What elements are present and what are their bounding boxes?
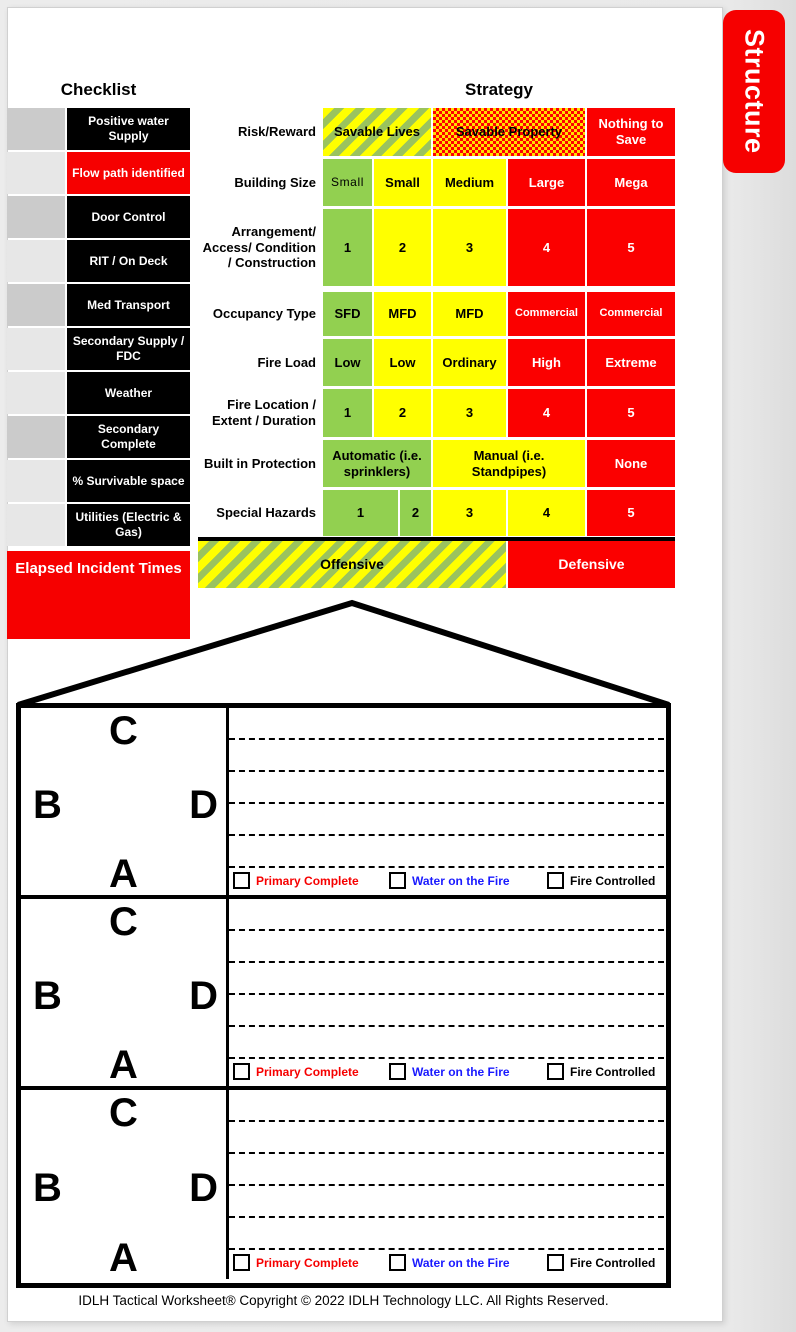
strategy-cell-automatic[interactable]: Automatic (i.e. sprinklers) [323, 440, 431, 487]
side-c-label: C [109, 709, 138, 753]
strategy-row-label: Building Size [234, 174, 316, 190]
water-on-fire-checkbox[interactable] [389, 872, 406, 889]
primary-complete-label: Primary Complete [256, 1255, 359, 1270]
side-a-label: A [109, 1236, 138, 1280]
checklist-item-label[interactable]: Secondary Complete [67, 416, 190, 458]
strategy-cell[interactable]: SFD [323, 292, 372, 336]
strategy-cell[interactable]: Commercial [508, 292, 585, 336]
strategy-cell[interactable]: Low [323, 339, 372, 386]
offensive-bar[interactable]: Offensive [198, 541, 506, 588]
strategy-row-occupancy-type [198, 292, 675, 336]
strategy-cell[interactable]: 1 [323, 490, 398, 536]
notes-area[interactable] [229, 899, 666, 1086]
strategy-cell[interactable]: Extreme [587, 339, 675, 386]
strategy-cell[interactable]: Commercial [587, 292, 675, 336]
floor-section-3 [21, 1090, 666, 1279]
side-b-label: B [33, 974, 62, 1019]
fire-controlled-label: Fire Controlled [570, 873, 656, 888]
checklist-row [7, 108, 190, 150]
strategy-row-fire-location [198, 389, 675, 437]
floor-plan-area[interactable] [21, 899, 229, 1086]
checklist-row [7, 372, 190, 414]
primary-complete-checkbox[interactable] [233, 1254, 250, 1271]
checklist-check-box[interactable] [7, 108, 65, 150]
note-line [229, 836, 664, 868]
note-line [229, 1154, 664, 1186]
side-d-label: D [189, 1166, 218, 1211]
water-on-fire-label: Water on the Fire [412, 1255, 510, 1270]
checklist-item-label[interactable]: Secondary Supply / FDC [67, 328, 190, 370]
strategy-row-label: Built in Protection [204, 455, 316, 471]
checklist-item-label[interactable]: Med Transport [67, 284, 190, 326]
side-c-label: C [109, 1091, 138, 1135]
checklist-check-box[interactable] [7, 416, 65, 458]
checklist-row [7, 284, 190, 326]
checklist-row [7, 152, 190, 194]
water-on-fire-label: Water on the Fire [412, 1064, 510, 1079]
note-line [229, 899, 664, 931]
checklist-item-label[interactable]: Door Control [67, 196, 190, 238]
checklist-check-box[interactable] [7, 284, 65, 326]
strategy-row-label: Arrangement/ Access/ Condition / Construction [202, 224, 316, 271]
strategy-row-building-size [198, 159, 675, 206]
checklist [7, 108, 190, 548]
primary-complete-label: Primary Complete [256, 1064, 359, 1079]
fire-controlled-checkbox[interactable] [547, 1063, 564, 1080]
side-b-label: B [33, 1166, 62, 1211]
water-on-fire-checkbox[interactable] [389, 1254, 406, 1271]
side-d-label: D [189, 974, 218, 1019]
status-checkbox-row [229, 1059, 666, 1086]
side-a-label: A [109, 852, 138, 896]
checklist-row [7, 460, 190, 502]
strategy-cell[interactable]: 2 [400, 490, 431, 536]
status-checkbox-row [229, 868, 666, 895]
checklist-item-label[interactable]: % Survivable space [67, 460, 190, 502]
note-line [229, 708, 664, 740]
checklist-check-box[interactable] [7, 328, 65, 370]
checklist-row [7, 504, 190, 546]
checklist-check-box[interactable] [7, 460, 65, 502]
primary-complete-checkbox[interactable] [233, 1063, 250, 1080]
note-line [229, 772, 664, 804]
note-line [229, 1218, 664, 1250]
side-a-label: A [109, 1043, 138, 1087]
checklist-check-box[interactable] [7, 240, 65, 282]
fire-controlled-checkbox[interactable] [547, 1254, 564, 1271]
primary-complete-checkbox[interactable] [233, 872, 250, 889]
fire-controlled-label: Fire Controlled [570, 1255, 656, 1270]
strategy-cell[interactable]: 3 [433, 490, 506, 536]
note-line [229, 1027, 664, 1059]
primary-complete-label: Primary Complete [256, 873, 359, 888]
strategy-cell-savable-lives[interactable]: Savable Lives [323, 108, 431, 156]
strategy-cell[interactable]: 1 [323, 389, 372, 437]
strategy-cell[interactable]: 2 [374, 209, 431, 286]
note-line [229, 804, 664, 836]
strategy-cell[interactable]: MFD [433, 292, 506, 336]
strategy-matrix [198, 108, 675, 588]
copyright-footer: IDLH Tactical Worksheet® Copyright © 2022 IDLH Technology LLC. All Rights Reserved. [78, 1293, 609, 1308]
checklist-item-label[interactable]: Flow path identified [67, 152, 190, 194]
elapsed-incident-times-panel[interactable]: Elapsed Incident Times [7, 551, 190, 639]
building-diagram [16, 703, 671, 1288]
strategy-cell[interactable]: 2 [374, 389, 431, 437]
strategy-cell[interactable]: 4 [508, 209, 585, 286]
floor-section-1 [21, 708, 666, 899]
strategy-row-fire-load [198, 339, 675, 386]
strategy-cell[interactable]: 3 [433, 209, 506, 286]
strategy-cell[interactable]: 5 [587, 209, 675, 286]
strategy-title: Strategy [464, 80, 534, 99]
strategy-row-special-hazards [198, 490, 675, 536]
checklist-title: Checklist [60, 80, 137, 99]
note-line [229, 740, 664, 772]
side-c-label: C [109, 900, 138, 944]
strategy-row-label: Fire Location / Extent / Duration [211, 397, 316, 428]
strategy-cell[interactable]: 4 [508, 490, 585, 536]
checklist-check-box[interactable] [7, 152, 65, 194]
strategy-cell[interactable]: Mega [587, 159, 675, 206]
tab-structure[interactable]: Structure [723, 10, 785, 173]
note-line [229, 931, 664, 963]
checklist-item-label[interactable]: RIT / On Deck [67, 240, 190, 282]
strategy-cell[interactable]: MFD [374, 292, 431, 336]
checklist-check-box[interactable] [7, 504, 65, 546]
strategy-cell-savable-property[interactable]: Savable Property [433, 108, 585, 156]
checklist-row [7, 328, 190, 370]
checklist-row [7, 416, 190, 458]
strategy-mode-bar [198, 541, 675, 588]
strategy-row-label: Risk/Reward [237, 124, 316, 140]
strategy-row-label: Fire Load [257, 354, 316, 370]
notes-area[interactable] [229, 1090, 666, 1279]
floor-plan-area[interactable] [21, 1090, 229, 1279]
checklist-row [7, 196, 190, 238]
water-on-fire-checkbox[interactable] [389, 1063, 406, 1080]
strategy-cell-nothing-to-save[interactable]: Nothing to Save [587, 108, 675, 156]
strategy-cell-none[interactable]: None [587, 440, 675, 487]
strategy-cell[interactable]: Low [374, 339, 431, 386]
strategy-cell[interactable]: Small [323, 159, 372, 206]
strategy-row-risk-reward [198, 108, 675, 156]
strategy-cell[interactable]: Small [374, 159, 431, 206]
floor-section-2 [21, 899, 666, 1090]
strategy-cell[interactable]: 5 [587, 490, 675, 536]
strategy-cell[interactable]: High [508, 339, 585, 386]
strategy-cell-manual[interactable]: Manual (i.e. Standpipes) [433, 440, 585, 487]
defensive-bar[interactable]: Defensive [508, 541, 675, 588]
roof-outline [0, 595, 718, 710]
note-line [229, 1186, 664, 1218]
water-on-fire-label: Water on the Fire [412, 873, 510, 888]
floor-plan-area[interactable] [21, 708, 229, 895]
fire-controlled-label: Fire Controlled [570, 1064, 656, 1079]
strategy-row-arrangement [198, 209, 675, 286]
checklist-row [7, 240, 190, 282]
note-line [229, 995, 664, 1027]
strategy-cell[interactable]: 5 [587, 389, 675, 437]
checklist-check-box[interactable] [7, 196, 65, 238]
strategy-row-label: Special Hazards [216, 505, 316, 521]
status-checkbox-row [229, 1250, 666, 1279]
checklist-item-label[interactable]: Utilities (Electric & Gas) [67, 504, 190, 546]
strategy-cell[interactable]: Large [508, 159, 585, 206]
strategy-cell[interactable]: Ordinary [433, 339, 506, 386]
note-line [229, 1090, 664, 1122]
side-d-label: D [189, 783, 218, 828]
strategy-cell[interactable]: 3 [433, 389, 506, 437]
strategy-row-built-in-protection [198, 440, 675, 487]
fire-controlled-checkbox[interactable] [547, 872, 564, 889]
note-line [229, 1122, 664, 1154]
checklist-check-box[interactable] [7, 372, 65, 414]
strategy-cell[interactable]: Medium [433, 159, 506, 206]
note-line [229, 963, 664, 995]
notes-area[interactable] [229, 708, 666, 895]
strategy-cell[interactable]: 1 [323, 209, 372, 286]
checklist-item-label[interactable]: Positive water Supply [67, 108, 190, 150]
strategy-cell[interactable]: 4 [508, 389, 585, 437]
side-b-label: B [33, 783, 62, 828]
strategy-row-label: Occupancy Type [212, 306, 316, 322]
checklist-item-label[interactable]: Weather [67, 372, 190, 414]
